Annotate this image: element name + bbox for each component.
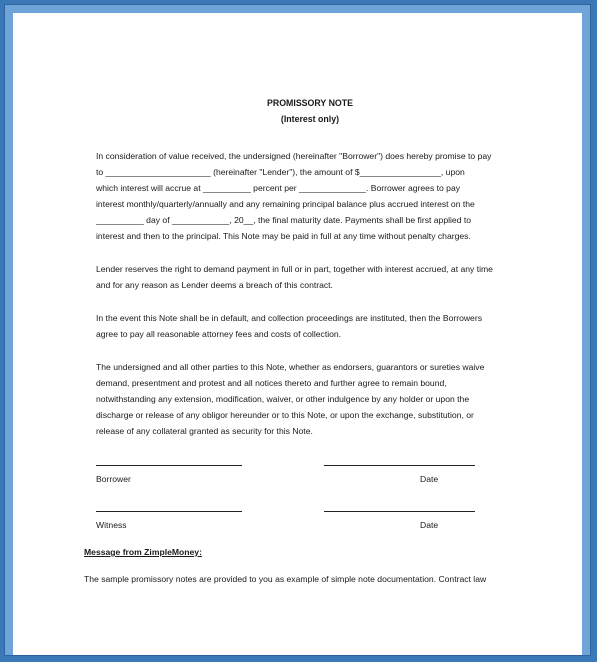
text-line: In the event this Note shall be in default, and collection proceedings are instituted, then the Borrowers	[96, 313, 482, 323]
text-line: discharge or release of any obligor hereunder or to this Note, or upon the exchange, substitution, or	[96, 410, 474, 420]
text-line: Lender reserves the right to demand payment in full or in part, together with interest accrued, at any time	[96, 264, 493, 274]
paragraph-consideration	[96, 148, 536, 244]
message-heading: Message from ZimpleMoney:	[84, 547, 202, 557]
paragraph-waiver	[96, 359, 536, 439]
text-line: In consideration of value received, the undersigned (hereinafter "Borrower") does hereby promise to pay	[96, 151, 492, 161]
message-text: The sample promissory notes are provided to you as example of simple note documentation. Contract law	[84, 574, 487, 584]
borrower-label: Borrower	[96, 474, 131, 484]
text-line: interest and then to the principal. This Note may be paid in full at any time without penalty charges.	[96, 231, 471, 241]
promissory-note	[84, 13, 536, 587]
document-page	[13, 13, 582, 655]
document-subtitle: (Interest only)	[280, 114, 340, 124]
witness-label: Witness	[96, 520, 127, 530]
text-line: which interest will accrue at __________ percent per ______________. Borrower agrees to pay	[96, 183, 461, 193]
borrower-signature-line	[96, 465, 242, 466]
text-line: release of any collateral granted as security for this Note.	[96, 426, 313, 436]
text-line: to ______________________ (hereinafter "Lender"), the amount of $_________________, upon	[96, 167, 465, 177]
paragraph-demand	[96, 261, 536, 293]
document-frame	[4, 4, 591, 656]
date-line-1	[324, 465, 475, 466]
date-label: Date	[420, 520, 439, 530]
document-title: PROMISSORY NOTE	[266, 98, 354, 108]
text-line: and for any reason as Lender deems a breach of this contract.	[96, 280, 333, 290]
text-line: __________ day of ____________, 20__, the final maturity date. Payments shall be first applied to	[96, 215, 472, 225]
date-line-2	[324, 511, 475, 512]
paragraph-default	[96, 310, 536, 342]
witness-signature-line	[96, 511, 242, 512]
text-line: interest monthly/quarterly/annually and any remaining principal balance plus accrued interest on the	[96, 199, 475, 209]
date-label: Date	[420, 474, 439, 484]
text-line: The undersigned and all other parties to this Note, whether as endorsers, guarantors or sureties waive	[96, 362, 485, 372]
text-line: notwithstanding any extension, modification, waiver, or other indulgence by any holder or upon the	[96, 394, 470, 404]
text-line: agree to pay all reasonable attorney fees and costs of collection.	[96, 329, 342, 339]
text-line: demand, presentment and protest and all notices thereto and further agree to remain bound,	[96, 378, 447, 388]
